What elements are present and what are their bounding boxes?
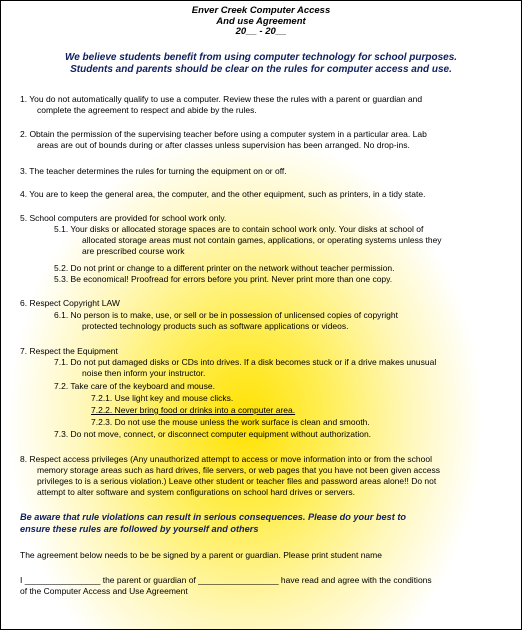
header-subtitle: And use Agreement: [216, 15, 306, 27]
rule-6: [20, 298, 513, 309]
rule-5-3-text: 5.3. Be economical! Proofread for errors before you print. Never print more than one copy.: [54, 274, 393, 284]
warning-line-1: Be aware that rule violations can result in serious consequences. Please do your best to: [20, 512, 406, 522]
rule-1-cont: complete the agreement to respect and abide by the rules.: [37, 105, 257, 115]
rule-7-1-text: 7.1. Do not put damaged disks or CDs into drives. If a disk becomes stuck or if a drive makes unusual: [54, 357, 437, 367]
rule-5-1-cont-2: are prescribed course work: [82, 246, 185, 256]
rule-5-1: [54, 224, 513, 257]
rule-6-1-text: 6.1. No person is to make, use, or sell or be in possession of unlicensed copies of copyright: [54, 310, 398, 320]
rule-7-3-text: 7.3. Do not move, connect, or disconnect computer equipment without authorization.: [54, 429, 372, 439]
header-title: Enver Creek Computer Access: [191, 5, 331, 16]
rule-8-text: 8. Respect access privileges (Any unauthorized attempt to access or move information into or from the school: [20, 454, 432, 464]
rule-2-cont: areas are out of bounds during or after classes unless supervision has been arranged. No drop-ins.: [37, 140, 410, 150]
rule-5-2-text: 5.2. Do not print or change to a different printer on the network without teacher permission.: [54, 263, 395, 273]
warning-line-2: ensure these rules are followed by yourself and others: [20, 524, 259, 534]
header-year: 20__ - 20__: [235, 26, 287, 37]
agreement-line-2: of the Computer Access and Use Agreement: [20, 586, 188, 596]
rule-6-title: 6. Respect Copyright LAW: [20, 298, 120, 308]
rule-3: [20, 166, 513, 177]
rule-7-2-3: [91, 417, 513, 428]
rule-4-text: 4. You are to keep the general area, the computer, and the other equipment, such as printers, in a tidy state.: [20, 189, 426, 199]
agreement-line-1: I ________________ the parent or guardian of _________________ have read and agree with the conditions: [20, 575, 432, 585]
intro-line-1: We believe students benefit from using computer technology for school purposes.: [64, 51, 458, 63]
rule-6-1-cont: protected technology products such as software applications or videos.: [82, 321, 349, 331]
rule-8: [20, 454, 513, 498]
rule-7-2-3-text: 7.2.3. Do not use the mouse unless the work surface is clean and smooth.: [91, 417, 370, 427]
intro-line-2: Students and parents should be clear on the rules for computer access and use.: [70, 64, 452, 75]
rule-1-text: 1. You do not automatically qualify to use a computer. Review these the rules with a parent or guardian and: [20, 94, 423, 104]
agreement-note-text: The agreement below needs to be be signed by a parent or guardian. Please print student name: [20, 550, 382, 560]
rule-5-title: 5. School computers are provided for school work only.: [20, 213, 227, 223]
rule-2: [20, 129, 513, 151]
rule-7-1-cont: noise then inform your instructor.: [82, 368, 206, 378]
rule-8-cont-2: privileges to is a serious violation.) Leave other student or teacher files and password areas alone!! Do not: [37, 476, 437, 486]
rule-5-1-text: 5.1. Your disks or allocated storage spaces are to contain school work only. Your disks at school of: [54, 224, 424, 234]
document-header: [1, 6, 521, 38]
rule-7-title: 7. Respect the Equipment: [20, 346, 118, 356]
rule-7-2-2-text: 7.2.2. Never bring food or drinks into a computer area.: [91, 405, 296, 415]
rule-2-text: 2. Obtain the permission of the supervising teacher before using a computer system in a particular area. Lab: [20, 129, 427, 139]
rule-7: [20, 346, 513, 357]
rule-7-3: [54, 429, 513, 440]
warning-statement: [20, 511, 515, 535]
rule-7-2-1-text: 7.2.1. Use light key and mouse clicks.: [91, 393, 234, 403]
rule-8-cont-3: attempt to alter software and system configurations on school hard drives or servers.: [37, 487, 355, 497]
intro-statement: [1, 52, 521, 77]
agreement-signature: [20, 575, 513, 597]
rule-5: [20, 213, 513, 224]
rule-7-2-1: [91, 393, 513, 404]
rule-5-1-cont-1: allocated storage areas must not contain games, applications, or operating systems unless they: [82, 235, 442, 245]
rule-7-2: [54, 381, 513, 392]
rule-7-2-text: 7.2. Take care of the keyboard and mouse.: [54, 381, 215, 391]
rule-8-cont-1: memory storage areas such as hard drives, file servers, or web pages that you have not been given access: [37, 465, 441, 475]
rule-5-2: [54, 263, 513, 274]
rule-1: [20, 94, 513, 116]
rule-5-3: [54, 274, 513, 285]
rule-4: [20, 189, 513, 200]
agreement-note: [20, 550, 513, 561]
rule-7-1: [54, 357, 513, 379]
rule-6-1: [54, 310, 513, 332]
rule-7-2-2: [91, 405, 513, 416]
rule-3-text: 3. The teacher determines the rules for turning the equipment on or off.: [20, 166, 287, 176]
